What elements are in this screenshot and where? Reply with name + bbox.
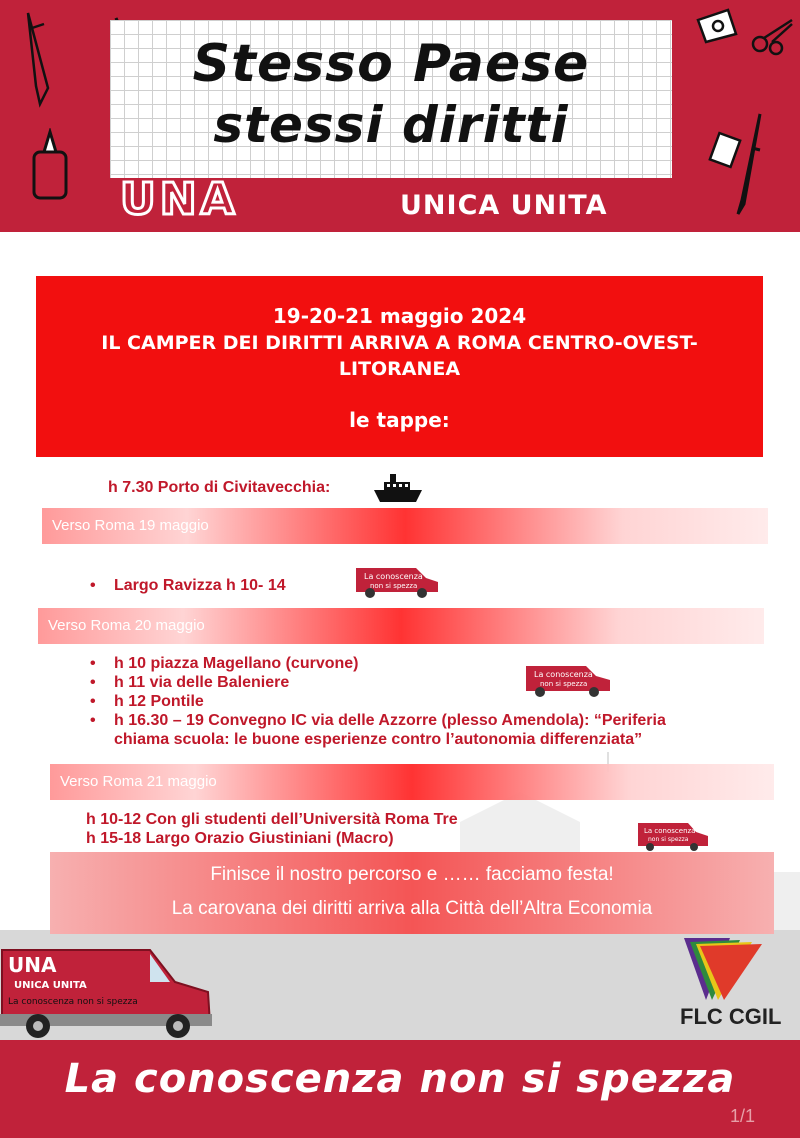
list-item: • h 10 piazza Magellano (curvone) <box>88 654 708 673</box>
day-label-21: Verso Roma 21 maggio <box>60 773 217 790</box>
una-logo: UNA <box>120 174 239 225</box>
stops-label: le tappe: <box>349 408 450 432</box>
svg-text:non si spezza: non si spezza <box>648 836 689 843</box>
day-band-20 <box>38 608 764 644</box>
brand-logo-row <box>120 174 680 225</box>
van-badge-icon <box>352 562 442 600</box>
svg-text:La conoscenza: La conoscenza <box>364 572 423 581</box>
finale-line-2: La carovana dei diritti arriva alla Città dell’Altra Economia <box>171 898 653 919</box>
departure-text: h 7.30 Porto di Civitavecchia: <box>108 479 331 496</box>
brand-subtitle: UNICA UNITA <box>400 190 608 221</box>
stops-list-20 <box>88 654 708 749</box>
sharpener-icon <box>692 6 742 46</box>
footer-slogan: La conoscenza non si spezza <box>64 1056 736 1102</box>
list-item: • h 16.30 – 19 Convegno IC via delle Azzorre (plesso Amendola): “Periferia chiama scuola: le buone esperienze contro l’autonomia differenziata” <box>88 711 708 749</box>
svg-text:La conoscenza: La conoscenza <box>644 827 696 835</box>
glue-bottle-icon <box>28 128 74 204</box>
svg-text:La conoscenza non si spezza: La conoscenza non si spezza <box>8 997 138 1007</box>
flc-cgil-logo-icon <box>670 934 766 1002</box>
stops-list-21 <box>86 810 606 848</box>
day-band-19 <box>42 508 768 544</box>
day-label-19: Verso Roma 19 maggio <box>52 517 209 534</box>
event-box <box>36 276 763 457</box>
main-title-line-2: stessi diritti <box>213 96 569 154</box>
list-item: h 10-12 Con gli studenti dell’Università Roma Tre <box>86 811 458 828</box>
main-title-line-1: Stesso Paese <box>192 34 590 94</box>
svg-text:UNA: UNA <box>8 953 57 977</box>
van-badge-icon <box>634 818 712 854</box>
finale-line-1: Finisce il nostro percorso e …… facciamo festa! <box>210 864 614 885</box>
event-headline: IL CAMPER DEI DIRITTI ARRIVA A ROMA CENTRO-OVEST-LITORANEA <box>101 332 698 380</box>
list-item: h 15-18 Largo Orazio Giustiniani (Macro) <box>86 830 394 847</box>
pencil-icon <box>18 8 58 108</box>
ship-icon <box>372 472 424 506</box>
list-item: • h 12 Pontile <box>88 692 708 711</box>
event-dates: 19-20-21 maggio 2024 <box>272 304 527 328</box>
day-label-20: Verso Roma 20 maggio <box>48 617 205 634</box>
svg-text:non si spezza: non si spezza <box>540 680 588 688</box>
day-band-21 <box>50 764 774 800</box>
scissors-icon <box>748 16 796 56</box>
page-number: 1/1 <box>730 1106 756 1126</box>
list-item: • Largo Ravizza h 10- 14 <box>88 576 388 595</box>
eraser-small-icon <box>706 128 746 172</box>
svg-text:La conoscenza: La conoscenza <box>534 670 593 679</box>
flc-cgil-text: FLC CGIL <box>680 1004 782 1029</box>
camper-van-illustration <box>0 940 215 1040</box>
stops-list-19 <box>88 576 388 595</box>
svg-text:UNICA UNITA: UNICA UNITA <box>14 980 87 991</box>
list-item: • h 11 via delle Baleniere <box>88 673 708 692</box>
finale-box <box>50 852 774 934</box>
svg-text:non si spezza: non si spezza <box>370 582 418 590</box>
van-badge-icon <box>522 660 614 700</box>
